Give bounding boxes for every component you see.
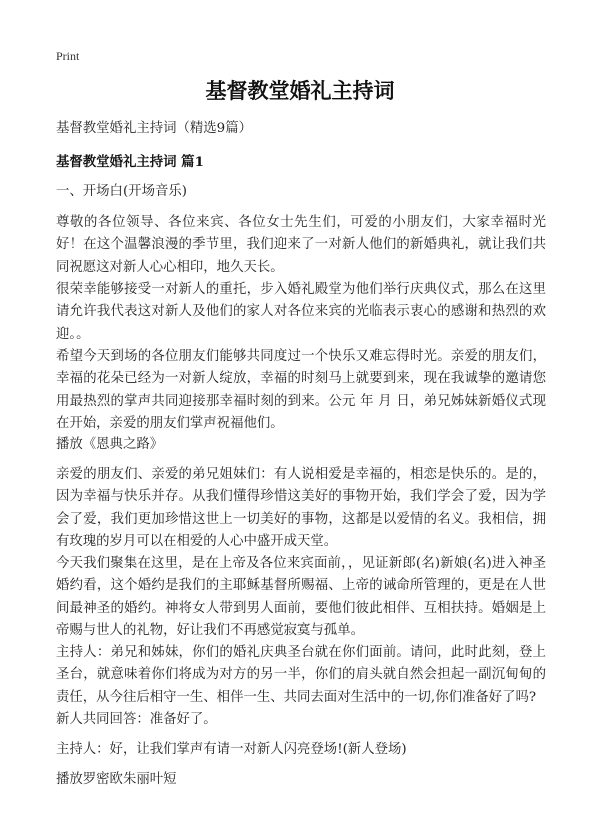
paragraph-couple-answer: 新人共同回答：准备好了。 bbox=[56, 712, 217, 727]
print-link[interactable]: Print bbox=[56, 49, 80, 63]
paragraph-play-song: 播放《恩典之路》 bbox=[56, 437, 164, 452]
paragraph-honor: 很荣幸能够接受一对新人的重托，步入婚礼殿堂为他们举行庆典仪式，那么在这里请允许我代表这对新人及他们的家人对各位来宾的光临表示衷心的感谢和热烈的欢迎。。 bbox=[56, 282, 546, 342]
section-heading: 基督教堂婚礼主持词 篇1 bbox=[56, 154, 204, 170]
paragraph-gathering: 今天我们聚集在这里，是在上帝及各位来宾面前，，见证新郎(名)新娘(名)进入神圣婚约看，这个婚约是我们的主耶稣基督所赐福、上帝的诫命所管理的，更是在人世间最神圣的婚约。神将女人带到男人面前，要他们彼此相伴、互相扶持。婚姻是上帝赐与世人的礼物，好让我们不再感觉寂寞与孤单。 bbox=[56, 556, 546, 639]
subtitle: 基督教堂婚礼主持词（精选9篇） bbox=[56, 121, 252, 136]
paragraph-host-question: 主持人：弟兄和姊妹，你们的婚礼庆典圣台就在你们面前。请问，此时此刻，登上圣台，就意味着你们将成为对方的另一半，你们的肩头就自然会担起一副沉甸甸的责任，从今往后相守一生、相伴一生、共同去面对生活中的一切,你们准备好了吗? bbox=[56, 645, 546, 705]
page-title: 基督教堂婚礼主持词 bbox=[205, 78, 395, 103]
paragraph-opening-heading: 一、开场白(开场音乐) bbox=[56, 184, 187, 199]
paragraph-hope: 希望今天到场的各位朋友们能够共同度过一个快乐又难忘得时光。亲爱的朋友们，幸福的花朵已经为一对新人绽放，幸福的时刻马上就要到来，现在我诚挚的邀请您用最热烈的掌声共同迎接那幸福时刻的到来。公元 年 月 日，弟兄姊妹新婚仪式现在开始，亲爱的朋友们掌声祝福他们。 bbox=[56, 349, 546, 432]
paragraph-play-video: 播放罗密欧朱丽叶短 bbox=[56, 772, 177, 787]
paragraph-greeting: 尊敬的各位领导、各位来宾、各位女士先生们，可爱的小朋友们，大家幸福时光好！在这个温馨浪漫的季节里，我们迎来了一对新人他们的新婚典礼，就让我们共同祝愿这对新人心心相印，地久天长。 bbox=[56, 215, 546, 275]
paragraph-host-invite: 主持人：好，让我们掌声有请一对新人闪亮登场!(新人登场) bbox=[56, 742, 407, 757]
paragraph-love: 亲爱的朋友们、亲爱的弟兄姐妹们：有人说相爱是幸福的，相恋是快乐的。是的，因为幸福与快乐并存。从我们懂得珍惜这美好的事物开始，我们学会了爱，因为学会了爱，我们更加珍惜这世上一切美好的事物，这都是以爱情的名义。我相信，拥有玫瑰的岁月可以在相爱的人心中盛开成天堂。 bbox=[56, 467, 546, 550]
